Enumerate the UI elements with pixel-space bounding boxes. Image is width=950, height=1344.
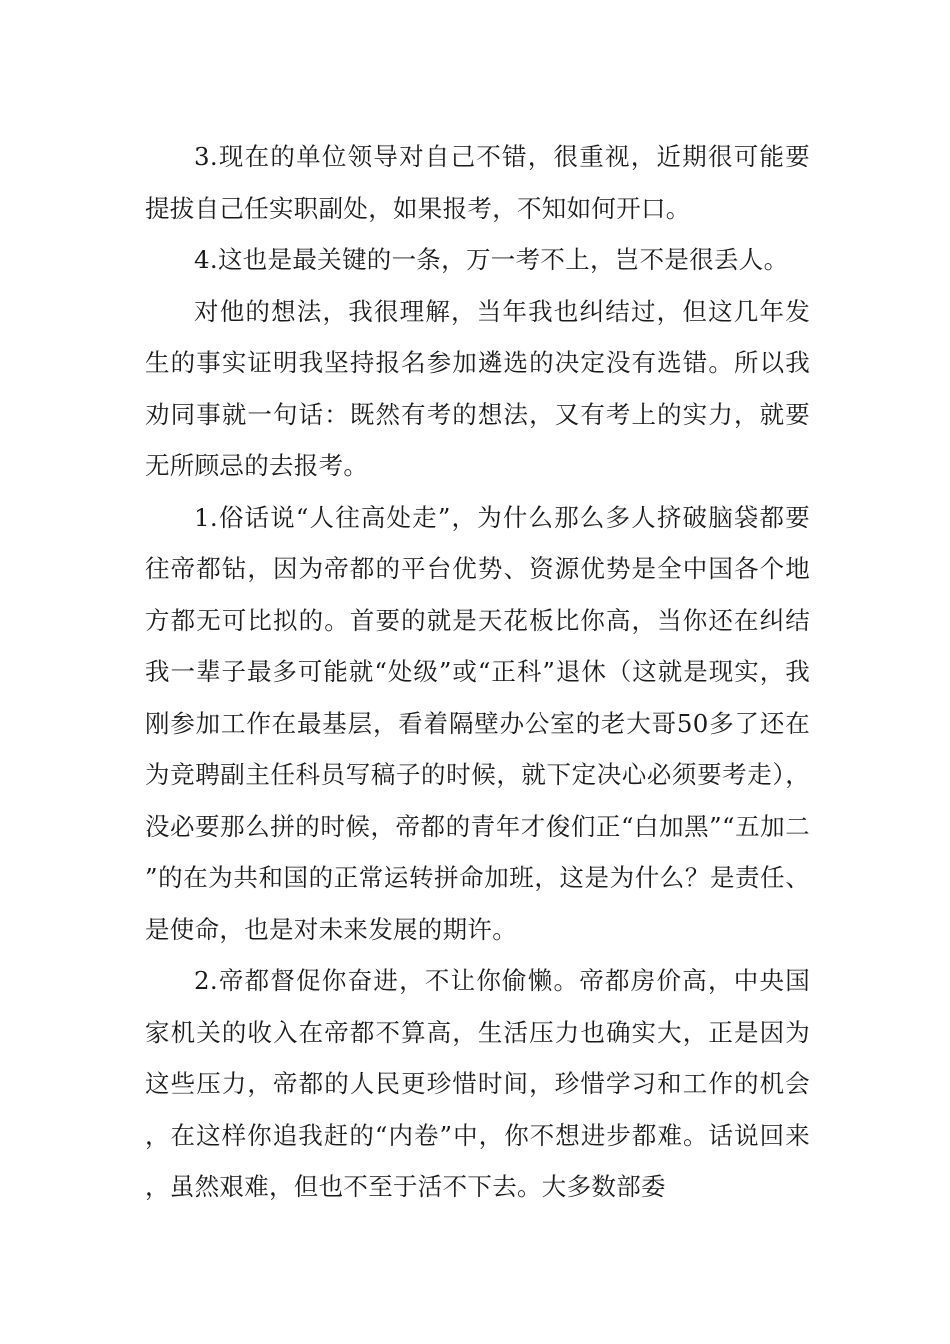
- paragraph-item-3: 3.现在的单位领导对自己不错，很重视，近期很可能要提拔自己任实职副处，如果报考，不知如何开口。: [145, 142, 810, 223]
- paragraph-reason-1: 1.俗话说“人往高处走”，为什么那么多人挤破脑袋都要往帝都钻，因为帝都的平台优势、资源优势是全中国各个地方都无可比拟的。首要的就是天花板比你高，当你还在纠结我一辈子最多可能就“处级”或“正科”退休（这就是现实，我刚参加工作在最基层，看着隔壁办公室的老大哥50多了还在为竞聘副主任科员写稿子的时候，就下定决心必须要考走），没必要那么拼的时候，帝都的青年才俊们正“白加黑”“五加二”的在为共和国的正常运转拼命加班，这是为什么？是责任、是使命，也是对未来发展的期许。: [145, 502, 810, 944]
- paragraph-item-4: 4.这也是最关键的一条，万一考不上，岂不是很丢人。: [194, 245, 789, 274]
- paragraph-response: 对他的想法，我很理解，当年我也纠结过，但这几年发生的事实证明我坚持报名参加遴选的决定没有选错。所以我劝同事就一句话：既然有考的想法，又有考上的实力，就要无所顾忌的去报考。: [145, 296, 810, 480]
- document-body: [145, 131, 810, 1213]
- paragraph-reason-2: 2.帝都督促你奋进，不让你偷懒。帝都房价高，中央国家机关的收入在帝都不算高，生活压力也确实大，正是因为这些压力，帝都的人民更珍惜时间，珍惜学习和工作的机会，在这样你追我赶的“内卷”中，你不想进步都难。话说回来，虽然艰难，但也不至于活不下去。大多数部委: [145, 966, 810, 1201]
